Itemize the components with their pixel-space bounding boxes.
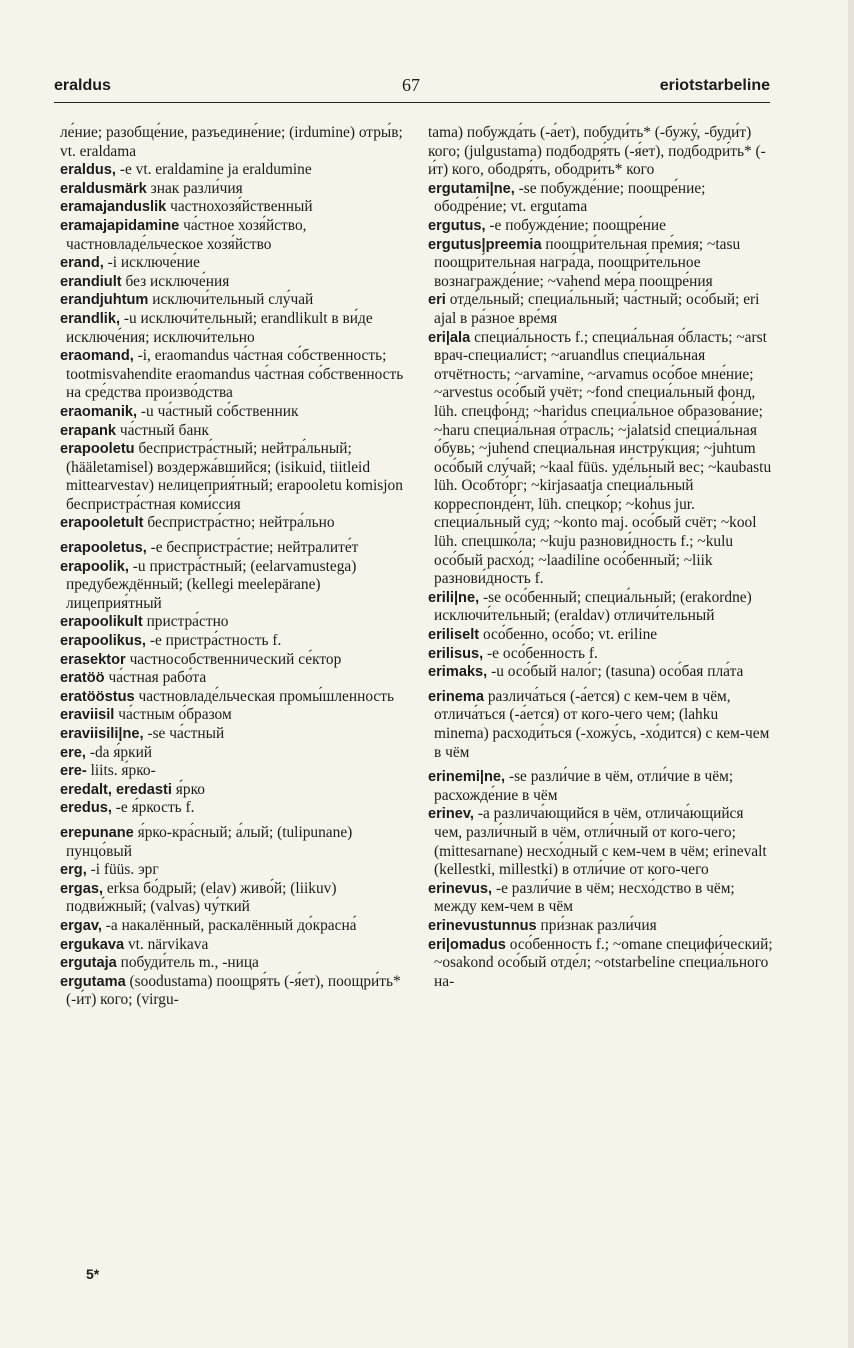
dictionary-entry	[60, 706, 406, 725]
dictionary-entry	[60, 861, 406, 880]
entry-headword: erapooletus,	[60, 540, 147, 557]
entry-definition: осо́бенность f.; ~omane специфи́ческий; ~osakond осо́бый отде́л; ~otstarbeline специа́льного на-	[434, 935, 773, 990]
right-column	[428, 124, 774, 991]
dictionary-entry	[60, 273, 406, 292]
entry-headword: ergas,	[60, 880, 103, 897]
dictionary-entry	[60, 880, 406, 917]
entry-headword: eratööstus	[60, 688, 135, 705]
entry-headword: erasektor	[60, 651, 126, 668]
dictionary-entry	[60, 688, 406, 707]
entry-headword: erinevus,	[428, 880, 493, 897]
entry-definition: -a различа́ющийся в чём, отлича́ющийся чем, разли́чный в чём, отли́чный от кого-чего; (mittesarnane) несхо́дный с кем-чем в чём; erinevalt (kellestki, millestki) в отли́чие от кого-чего	[434, 805, 767, 879]
signature-mark: 5*	[86, 1266, 100, 1282]
entry-definition: -u пристра́стный; (eelarvamustega) предубеждённый; (kellegi meelepärane) лицеприя́тный	[66, 557, 357, 612]
entry-definition: -se побужде́ние; поощре́ние; ободре́ние; vt. ergutama	[434, 179, 706, 216]
continued-entry	[60, 124, 406, 161]
entry-headword: ergutaja	[60, 955, 117, 972]
entry-headword: ere,	[60, 744, 86, 761]
dictionary-entry	[428, 329, 774, 589]
entry-headword: ergukava	[60, 936, 125, 953]
entry-definition: беспристра́стно; нейтра́льно	[143, 514, 335, 532]
dictionary-entry	[60, 198, 406, 217]
entry-headword: erapoolikus,	[60, 633, 146, 650]
entry-definition: -e vt. eraldamine ja eraldumine	[115, 161, 312, 179]
dictionary-entry	[60, 824, 406, 861]
left-column	[60, 124, 406, 1010]
dictionary-entry	[428, 768, 774, 805]
entry-definition: беспристра́стный; нейтра́льный; (hääletamisel) воздержа́вшийся; (isikuid, tiitleid mittearvestav) нелицеприя́тный; erapooletu komisjon беспристра́стная коми́ссия	[66, 440, 403, 513]
entry-headword: eramajanduslik	[60, 199, 167, 216]
dictionary-entry	[60, 539, 406, 558]
entry-definition: я́рко	[171, 780, 205, 798]
dictionary-entry	[60, 161, 406, 180]
entry-headword: erg,	[60, 862, 87, 879]
dictionary-entry	[60, 669, 406, 688]
entry-headword: eri|ala	[428, 329, 471, 346]
entry-headword: erapank	[60, 422, 116, 439]
dictionary-entry	[60, 973, 406, 1010]
dictionary-entry	[428, 936, 774, 992]
entry-headword: erepunane	[60, 824, 134, 841]
entry-headword: eredalt, eredasti	[60, 781, 172, 798]
entry-definition: -u осо́бый нало́г; (tasuna) осо́бая пла́та	[487, 663, 744, 681]
entry-headword: erand,	[60, 255, 104, 272]
entry-headword: ere-	[60, 763, 87, 780]
entry-headword: eraviisil	[60, 707, 115, 724]
dictionary-entry	[60, 310, 406, 347]
entry-definition: -u исключи́тельный; erandlikult в ви́де исключе́ния; исключи́тельно	[66, 309, 373, 346]
dictionary-entry	[60, 347, 406, 403]
dictionary-entry	[428, 217, 774, 236]
entry-definition: -e осо́бенность f.	[483, 644, 598, 662]
entry-headword: erinevustunnus	[428, 917, 537, 934]
entry-headword: erilisus,	[428, 645, 484, 662]
entry-definition: -a накалённый, раскалённый до́красна́	[101, 916, 357, 934]
right-running-headword: eriotstarbeline	[659, 77, 770, 94]
dictionary-entry	[60, 180, 406, 199]
dictionary-entry	[60, 632, 406, 651]
entry-definition: (soodustama) поощря́ть (-я́ет), поощри́ть* (-и́т) кого; (virgu-	[66, 972, 401, 1009]
dictionary-entry	[60, 762, 406, 781]
entry-definition: -e беспристра́стие; нейтралите́т	[146, 539, 359, 557]
entry-headword: eraomand,	[60, 348, 134, 365]
entry-headword: ergutus,	[428, 217, 486, 234]
entry-definition: различа́ться (-а́ется) с кем-чем в чём, отлича́ться (-а́ется) от кого-чего чем; (lahku minema) расходи́ться (-хожу́сь, -хо́дится) с кем-чем в чём	[434, 687, 770, 761]
dictionary-entry	[428, 236, 774, 292]
dictionary-entry	[428, 291, 774, 328]
dictionary-entry	[60, 291, 406, 310]
dictionary-entry	[428, 805, 774, 879]
entry-definition: ча́стная рабо́та	[104, 669, 207, 687]
dictionary-entry	[60, 613, 406, 632]
dictionary-entry	[60, 781, 406, 800]
entry-definition: ле́ние; разобще́ние, разъедине́ние; (irdumine) отры́в; vt. eraldama	[60, 124, 403, 160]
entry-definition: -e побужде́ние; поощре́ние	[485, 216, 666, 234]
dictionary-entry	[60, 651, 406, 670]
entry-definition: частнохозя́йственный	[166, 198, 313, 216]
dictionary-entry	[60, 254, 406, 273]
page-number: 67	[402, 75, 420, 95]
dictionary-entry	[60, 725, 406, 744]
entry-definition: -i, eraomandus ча́стная со́бственность; tootmisvahendite eraomandus ча́стная со́бственность на сре́дства произво́дства	[66, 347, 404, 402]
entry-headword: ergutus|preemia	[428, 236, 542, 253]
entry-headword: eraldusmärk	[60, 180, 147, 197]
dictionary-entry	[428, 626, 774, 645]
entry-headword: erapooletu	[60, 441, 135, 458]
entry-headword: ergav,	[60, 917, 102, 934]
entry-headword: erandiult	[60, 273, 122, 290]
continued-entry	[428, 124, 774, 180]
entry-definition: -e я́ркость f.	[111, 799, 195, 817]
entry-headword: erimaks,	[428, 664, 488, 681]
entry-headword: eramajapidamine	[60, 217, 180, 234]
entry-definition: при́знак разли́чия	[536, 916, 657, 934]
entry-headword: erapoolik,	[60, 558, 129, 575]
entry-definition: -se осо́бенный; специа́льный; (erakordne) исключи́тельный; (eraldav) отличи́тельный	[434, 588, 752, 625]
dictionary-entry	[428, 589, 774, 626]
entry-definition: tama) побужда́ть (-а́ет), побуди́ть* (-бужу́, -буди́т) кого; (julgustama) подбодря́ть (-я́ет), подбодри́ть* (-и́т) кого, ободря́ть, ободри́ть* кого	[428, 124, 766, 179]
entry-headword: erandlik,	[60, 310, 121, 327]
entry-definition: -i исключе́ние	[103, 254, 200, 272]
entry-headword: eratöö	[60, 670, 105, 687]
dictionary-entry	[60, 558, 406, 614]
entry-headword: erinev,	[428, 806, 474, 823]
dictionary-entry	[60, 744, 406, 763]
dictionary-entry	[428, 880, 774, 917]
dictionary-entry	[60, 422, 406, 441]
entry-headword: erili|ne,	[428, 589, 480, 606]
entry-definition: -da я́ркий	[85, 743, 153, 761]
entry-definition: -se ча́стный	[143, 725, 225, 742]
entry-headword: eredus,	[60, 800, 112, 817]
entry-definition: vt. närvikava	[124, 935, 209, 953]
entry-definition: -e разли́чие в чём; несхо́дство в чём; между кем-чем в чём	[434, 879, 735, 916]
dictionary-entry	[60, 954, 406, 973]
entry-headword: eraviisili|ne,	[60, 726, 144, 742]
dictionary-entry	[428, 645, 774, 664]
entry-headword: eri|omadus	[428, 936, 506, 953]
entry-definition: поощри́тельная пре́мия; ~tasu поощри́тельная награ́да, поощри́тельное вознагражде́ние; ~vahend ме́ра поощре́ния	[434, 235, 741, 290]
entry-definition: осо́бенно, осо́бо; vt. eriline	[479, 626, 658, 644]
entry-definition: я́рко-кра́сный; а́лый; (tulipunane) пунцо́вый	[66, 823, 353, 860]
entry-headword: erapooletult	[60, 515, 144, 532]
entry-definition: ча́стным о́бразом	[114, 706, 232, 724]
entry-definition: побуди́тель m., -ница	[116, 954, 259, 972]
dictionary-entry	[60, 936, 406, 955]
left-running-headword: eraldus	[54, 77, 111, 94]
entry-definition: пристра́стно	[142, 613, 229, 631]
entry-definition: -u ча́стный со́бственник	[137, 402, 299, 420]
entry-headword: erapoolikult	[60, 614, 143, 631]
entry-definition: -e пристра́стность f.	[145, 632, 282, 650]
entry-definition: без исключе́ния	[121, 272, 230, 290]
entry-definition: ча́стный банк	[115, 421, 209, 439]
dictionary-entry	[60, 799, 406, 818]
dictionary-entry	[60, 217, 406, 254]
entry-definition: ча́стное хозя́йство, частновладе́льческое хозя́йство	[66, 216, 307, 253]
entry-headword: erinema	[428, 688, 484, 705]
dictionary-entry	[60, 514, 406, 533]
entry-definition: erksa бо́дрый; (elav) живо́й; (liikuv) подви́жный; (valvas) чу́ткий	[66, 879, 337, 916]
entry-headword: eriliselt	[428, 627, 480, 644]
dictionary-entry	[428, 917, 774, 936]
entry-headword: ergutama	[60, 973, 126, 990]
dictionary-entry	[428, 663, 774, 682]
entry-headword: eraomanik,	[60, 403, 138, 420]
entry-definition: частнособственнический се́ктор	[125, 650, 342, 668]
entry-definition: знак разли́чия	[146, 179, 243, 197]
entry-headword: erandjuhtum	[60, 292, 149, 309]
entry-definition: частновладе́льческая промы́шленность	[134, 687, 394, 705]
entry-headword: eri	[428, 292, 446, 309]
dictionary-entry	[428, 688, 774, 762]
dictionary-entry	[60, 917, 406, 936]
entry-definition: отде́льный; специа́льный; ча́стный; осо́бый; eri ajal в ра́зное вре́мя	[434, 291, 760, 327]
dictionary-entry	[60, 403, 406, 422]
page-header	[54, 74, 770, 103]
entry-definition: liits. я́рко-	[86, 762, 156, 780]
entry-headword: ergutami|ne,	[428, 180, 515, 197]
dictionary-entry	[428, 180, 774, 217]
entry-headword: eraldus,	[60, 162, 116, 179]
entry-headword: erinemi|ne,	[428, 769, 506, 786]
dictionary-entry	[60, 440, 406, 514]
entry-definition: исключи́тельный слу́чай	[148, 291, 314, 309]
entry-definition: -i füüs. эрг	[86, 861, 159, 879]
entry-definition: специа́льность f.; специа́льная о́бласть; ~arst врач-специали́ст; ~aruandlus специа́льная отчётность; ~arvamine, ~arvamus осо́бое мне́ние; ~arvestus осо́бый учёт; ~fond специа́льный фонд, lüh. спецфо́нд; ~haridus специа́льное образова́ние; ~haru специа́льная о́трасль; ~jalatsid специа́льная о́бувь; ~juhend специа́льная инстру́кция; ~juhtum осо́бый слу́чай; ~kaal füüs. уде́льный вес; ~kaubastu lüh. Особто́рг; ~kirjasaatja специа́льный корреспонде́нт, lüh. спецко́р; ~kohus jur. специа́льный суд; ~konto maj. осо́бый счёт; ~kool lüh. спецшко́ла; ~kuju разнови́дность f.; ~kulu осо́бый расхо́д; ~laadiline осо́бенный; ~liik разнови́дность f.	[434, 328, 772, 588]
entry-definition: -se разли́чие в чём, отли́чие в чём; расхожде́ние в чём	[434, 768, 734, 804]
